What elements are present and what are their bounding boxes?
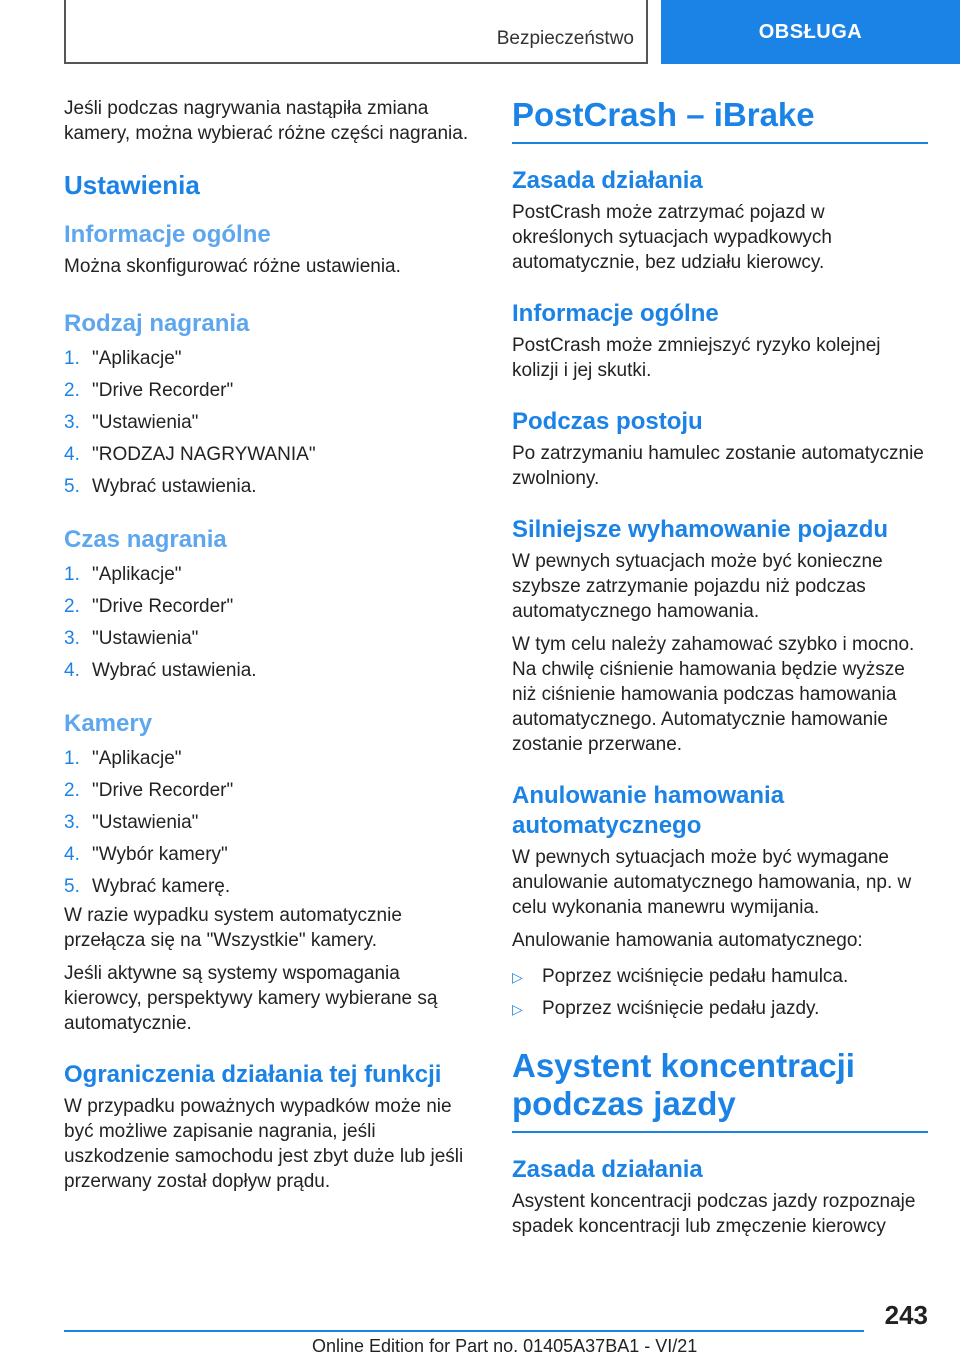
step-number: 2. — [64, 380, 80, 401]
kamery-paragraph-1: W razie wypadku system automatycznie przełącza się na "Wszystkie" kamery. — [64, 905, 402, 951]
section-title: Bezpieczeństwo — [496, 28, 634, 49]
step-item — [64, 807, 480, 839]
kamery-steps-list — [64, 743, 480, 903]
step-item — [64, 439, 480, 471]
step-text: "Aplikacje" — [92, 564, 182, 585]
step-text: Wybrać kamerę. — [92, 876, 231, 897]
bullet-item — [512, 961, 928, 993]
step-number: 5. — [64, 476, 80, 497]
bullet-text: Poprzez wciśnięcie pedału jazdy. — [542, 998, 820, 1019]
anulowanie-paragraph-1: W pewnych sytuacjach może być wymagane anulowanie automatycznego hamowania, np. w celu wykonania manewru wymijania. — [512, 847, 912, 918]
bullet-text: Poprzez wciśnięcie pedału hamulca. — [542, 966, 849, 987]
step-number: 1. — [64, 748, 80, 769]
silniejsze-paragraph-2: W tym celu należy zahamować szybko i mocno. Na chwilę ciśnienie hamowania będzie wyższe niż ciśnienie hamowania podczas hamowania automatycznego. Automatycznie hamowanie zostanie przerwane. — [512, 634, 915, 755]
chapter-tab[interactable] — [661, 0, 960, 64]
silniejsze-paragraph-1: W pewnych sytuacjach może być konieczne szybsze zatrzymanie pojazdu niż podczas automatycznego hamowania. — [512, 551, 883, 622]
step-text: "Aplikacje" — [92, 348, 182, 369]
zasada-paragraph: PostCrash może zatrzymać pojazd w określonych sytuacjach wypadkowych automatycznie, bez udziału kierowcy. — [512, 202, 832, 273]
postoj-paragraph: Po zatrzymaniu hamulec zostanie automatycznie zwolniony. — [512, 443, 924, 489]
heading-zasada-dzialania: Zasada działania — [512, 167, 703, 194]
info-paragraph: Można skonfigurować różne ustawienia. — [64, 256, 401, 277]
right-column — [512, 96, 928, 1247]
heading-czas-nagrania: Czas nagrania — [64, 526, 227, 553]
triangle-bullet-icon: ▷ — [512, 969, 523, 985]
heading-rodzaj-nagrania: Rodzaj nagrania — [64, 310, 250, 337]
step-item — [64, 743, 480, 775]
heading-ustawienia: Ustawienia — [64, 170, 200, 200]
chapter-tab-label: OBSŁUGA — [758, 20, 863, 43]
triangle-bullet-icon: ▷ — [512, 1001, 523, 1017]
heading-anulowanie: Anulowanie hamowania automatycznego — [512, 782, 785, 839]
anulowanie-bullets — [512, 961, 928, 1025]
step-text: "Drive Recorder" — [92, 780, 234, 801]
step-number: 4. — [64, 444, 80, 465]
step-text: "Aplikacje" — [92, 748, 182, 769]
step-number: 3. — [64, 628, 80, 649]
step-number: 1. — [64, 348, 80, 369]
heading-postcrash: PostCrash – iBrake — [512, 96, 928, 144]
step-item — [64, 559, 480, 591]
step-text: "Drive Recorder" — [92, 380, 234, 401]
step-text: "Ustawienia" — [92, 628, 199, 649]
footer-edition: Online Edition for Part no. 01405A37BA1 - VI/21 — [312, 1336, 698, 1356]
info-paragraph-2: PostCrash może zmniejszyć ryzyko kolejnej kolizji i jej skutki. — [512, 335, 881, 381]
step-text: "RODZAJ NAGRYWANIA" — [92, 444, 316, 465]
step-item — [64, 591, 480, 623]
heading-podczas-postoju: Podczas postoju — [512, 408, 703, 435]
step-item — [64, 839, 480, 871]
czas-steps-list — [64, 559, 480, 687]
step-item — [64, 871, 480, 903]
rodzaj-steps-list — [64, 343, 480, 503]
header-section-box — [64, 0, 648, 64]
step-item — [64, 775, 480, 807]
heading-informacje-ogolne: Informacje ogólne — [64, 221, 271, 248]
step-text: "Wybór kamery" — [92, 844, 228, 865]
step-text: Wybrać ustawienia. — [92, 476, 257, 497]
intro-paragraph: Jeśli podczas nagrywania nastąpiła zmiana kamery, można wybierać różne części nagrania. — [64, 98, 469, 144]
zasada2-paragraph: Asystent koncentracji podczas jazdy rozpoznaje spadek koncentracji lub zmęczenie kierowcy — [512, 1191, 916, 1237]
step-item — [64, 375, 480, 407]
step-item — [64, 623, 480, 655]
step-item — [64, 471, 480, 503]
step-number: 2. — [64, 780, 80, 801]
step-item — [64, 407, 480, 439]
step-number: 1. — [64, 564, 80, 585]
step-number: 3. — [64, 412, 80, 433]
step-number: 4. — [64, 660, 80, 681]
heading-silniejsze: Silniejsze wyhamowanie pojazdu — [512, 516, 889, 543]
heading-ograniczenia: Ograniczenia działania tej funkcji — [64, 1061, 442, 1088]
step-text: "Ustawienia" — [92, 412, 199, 433]
step-text: "Ustawienia" — [92, 812, 199, 833]
step-item — [64, 343, 480, 375]
step-item — [64, 655, 480, 687]
bullet-item — [512, 993, 928, 1025]
left-column — [64, 96, 480, 1202]
heading-zasada-dzialania-2: Zasada działania — [512, 1156, 703, 1183]
step-number: 5. — [64, 876, 80, 897]
step-text: Wybrać ustawienia. — [92, 660, 257, 681]
step-number: 2. — [64, 596, 80, 617]
step-number: 4. — [64, 844, 80, 865]
step-text: "Drive Recorder" — [92, 596, 234, 617]
heading-informacje-ogolne-2: Informacje ogólne — [512, 300, 719, 327]
page-number: 243 — [884, 1300, 928, 1330]
footer-divider — [64, 1330, 864, 1332]
anulowanie-paragraph-2: Anulowanie hamowania automatycznego: — [512, 930, 863, 951]
kamery-paragraph-2: Jeśli aktywne są systemy wspomagania kierowcy, perspektywy kamery wybierane są automatycznie. — [64, 963, 438, 1034]
heading-asystent: Asystent koncentracji podczas jazdy — [512, 1047, 928, 1133]
step-number: 3. — [64, 812, 80, 833]
ograniczenia-paragraph: W przypadku poważnych wypadków może nie być możliwe zapisanie nagrania, jeśli uszkodzenie samochodu jest zbyt duże lub jeśli przerwany został dopływ prądu. — [64, 1096, 464, 1192]
heading-kamery: Kamery — [64, 710, 153, 737]
